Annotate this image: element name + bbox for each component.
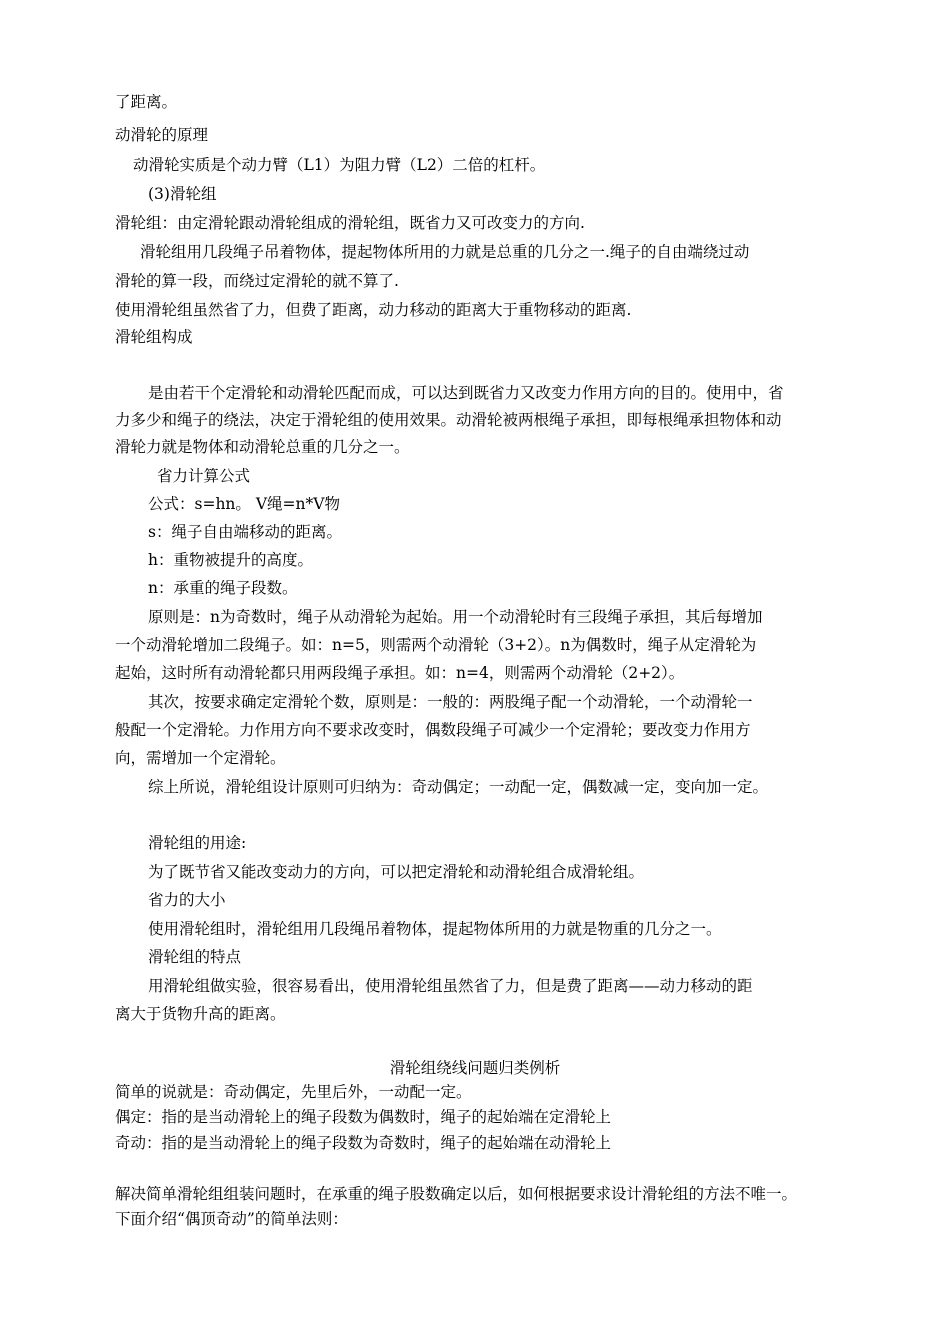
- text-line: 滑轮组：由定滑轮跟动滑轮组成的滑轮组，既省力又可改变力的方向.: [115, 214, 585, 232]
- text-line: 滑轮力就是物体和动滑轮总重的几分之一。: [115, 438, 410, 456]
- text-line: 简单的说就是：奇动偶定，先里后外，一动配一定。: [115, 1083, 472, 1101]
- text-line: 滑轮的算一段，而绕过定滑轮的就不算了.: [115, 272, 399, 290]
- text-line: 用滑轮组做实验，很容易看出，使用滑轮组虽然省了力，但是费了距离——动力移动的距: [148, 977, 753, 995]
- text-line: 使用滑轮组时，滑轮组用几段绳吊着物体，提起物体所用的力就是物重的几分之一。: [148, 920, 722, 938]
- text-line: 了距离。: [115, 93, 178, 111]
- text-line: 奇动：指的是当动滑轮上的绳子段数为奇数时，绳子的起始端在动滑轮上: [115, 1134, 612, 1152]
- text-line: 原则是：n为奇数时，绳子从动滑轮为起始。用一个动滑轮时有三段绳子承担，其后每增加: [148, 608, 763, 626]
- text-line: 力多少和绳子的绕法，决定于滑轮组的使用效果。动滑轮被两根绳子承担，即每根绳承担物体和动: [115, 411, 782, 429]
- heading-pulley-block: (3)滑轮组: [148, 185, 217, 203]
- text-line: 为了既节省又能改变动力的方向，可以把定滑轮和动滑轮组合成滑轮组。: [148, 863, 645, 881]
- text-line: 使用滑轮组虽然省了力，但费了距离，动力移动的距离大于重物移动的距离.: [115, 301, 632, 319]
- text-line: 偶定：指的是当动滑轮上的绳子段数为偶数时，绳子的起始端在定滑轮上: [115, 1108, 612, 1126]
- heading-pulley-features: 滑轮组的特点: [148, 948, 242, 966]
- text-line: s：绳子自由端移动的距离。: [148, 523, 342, 541]
- heading-force-formula: 省力计算公式: [157, 467, 251, 485]
- section-title: 滑轮组绕线问题归类例析: [389, 1059, 561, 1077]
- text-line: h：重物被提升的高度。: [148, 551, 313, 569]
- text-line: 滑轮组用几段绳子吊着物体，提起物体所用的力就是总重的几分之一.绳子的自由端绕过动: [140, 243, 750, 261]
- text-line: 下面介绍“偶顶奇动”的简单法则：: [115, 1210, 348, 1228]
- text-line: 般配一个定滑轮。力作用方向不要求改变时，偶数段绳子可减少一个定滑轮；要改变力作用方: [115, 721, 751, 739]
- text-line: 是由若干个定滑轮和动滑轮匹配而成，可以达到既省力又改变力作用方向的目的。使用中，省: [148, 384, 784, 402]
- text-line: n：承重的绳子段数。: [148, 579, 298, 597]
- text-line: 解决简单滑轮组组装问题时，在承重的绳子股数确定以后，如何根据要求设计滑轮组的方法不唯一。: [115, 1185, 798, 1203]
- text-line: 动滑轮实质是个动力臂（L1）为阻力臂（L2）二倍的杠杆。: [133, 156, 546, 174]
- heading-pulley-block-structure: 滑轮组构成: [115, 328, 193, 346]
- text-line: 离大于货物升高的距离。: [115, 1005, 286, 1023]
- text-line: 其次，按要求确定定滑轮个数，原则是：一般的：两股绳子配一个动滑轮，一个动滑轮一: [148, 693, 753, 711]
- heading-force-size: 省力的大小: [148, 891, 226, 909]
- text-line: 公式：s=hn。 V绳=n*V物: [148, 495, 340, 513]
- text-line: 起始，这时所有动滑轮都只用两段绳子承担。如：n=4，则需两个动滑轮（2+2）。: [115, 664, 685, 682]
- heading-pulley-usage: 滑轮组的用途:: [148, 834, 247, 852]
- text-line: 综上所说，滑轮组设计原则可归纳为：奇动偶定；一动配一定，偶数减一定，变向加一定。: [148, 778, 769, 796]
- heading-pulley-principle: 动滑轮的原理: [115, 126, 209, 144]
- text-line: 向，需增加一个定滑轮。: [115, 749, 286, 767]
- text-line: 一个动滑轮增加二段绳子。如：n=5，则需两个动滑轮（3+2）。n为偶数时，绳子从定滑轮为: [115, 636, 757, 654]
